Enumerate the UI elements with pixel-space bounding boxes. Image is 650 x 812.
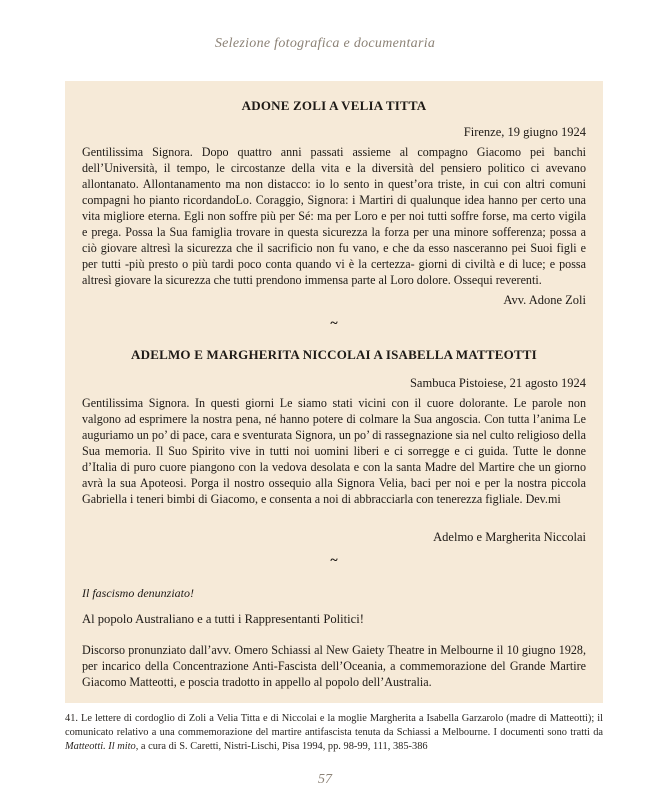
separator-1: ~ [330, 316, 338, 331]
letter2-body: Gentilissima Signora. In questi giorni Le siamo stati vicini con il cuore dolorante. Le parole non valgono ad esprimere la nostra pena, né hanno potere di colmare la Sua angoscia. Con tutta l’anima Le auguriamo un po’ di pace, cara e sventurata Signora, un po’ di rassegnazione sia nel culto religioso della Sua memoria. Il Suo Spirito vive in tutti noi uomini liberi e ci sorregge e ci guida. Tutte le donne d’Italia di puro cuore piangono con la vedova desolata e con la santa Madre del Martire che un giorno avrà la sua Apoteosi. Porga il nostro ossequio alla Signora Velia, baci per noi e per la nostra piccola Gabriella i teneri bimbi di Giacomo, e consenta a noi di abbracciarla con tenerezza figliale. Dev.mi [82, 396, 586, 506]
page-number: 57 [318, 772, 332, 787]
documents-panel [65, 81, 603, 703]
letter2-signature: Adelmo e Margherita Niccolai [433, 530, 586, 544]
letter2-title: ADELMO E MARGHERITA NICCOLAI A ISABELLA MATTEOTTI [131, 347, 537, 362]
running-head: Selezione fotografica e documentaria [214, 36, 436, 51]
letter1-body: Gentilissima Signora. Dopo quattro anni passati assieme al compagno Giacomo pei banchi dell’Università, il tempo, le circostanze della vita e la diversità del pensiero politico ci avevano allontanato. Allontanamento ma non distacco: io lo sento in quest’ora triste, in cui con altri comuni compagni ho pianto ricordandoLo. Coraggio, Signora: i Martiri di qualunque idea hanno per certo una vita migliore eterna. Egli non soffre più per Sé: ma per Loro e per noi tutti soffre forse, ma certo vigila e prega. Possa la Sua famiglia trovare in questa sicurezza la forza per una minore sofferenza; possa a ciò giovare altresì la sicurezza che il sacrificio non fu vano, e che da esso nasceranno pei Suoi figli e per tutti -più presto o più tardi poco conta quando vi è la certezza- giorni di civiltà e di luce; e possa altresì giovare la sicurezza che tutti prendono immensa parte al Loro dolore. Ossequi reverenti. [82, 145, 586, 287]
footnote-text-before: 41. Le lettere di cordoglio di Zoli a Velia Titta e di Niccolai e la moglie Margherita a Isabella Garzarolo (madre di Matteotti); il comunicato relativo a una commemorazione del martire antifascista tenuta da Schiassi a Melbourne. I documenti sono tratti da [65, 713, 603, 738]
footnote-text-after: , a cura di S. Caretti, Nistri-Lischi, Pisa 1994, pp. 98-99, 111, 385-386 [135, 741, 428, 752]
section3-address: Al popolo Australiano e a tutti i Rappresentanti Politici! [82, 612, 364, 626]
footnote [65, 712, 603, 754]
letter1-signature: Avv. Adone Zoli [503, 293, 586, 307]
footnote-italic-title: Matteotti. Il mito [65, 741, 136, 752]
letter1-dateline: Firenze, 19 giugno 1924 [463, 125, 586, 139]
letter2-dateline: Sambuca Pistoiese, 21 agosto 1924 [409, 376, 586, 390]
letter1-title: ADONE ZOLI A VELIA TITTA [241, 98, 427, 113]
section3-body: Discorso pronunziato dall’avv. Omero Schiassi al New Gaiety Theatre in Melbourne il 10 giugno 1928, per incarico della Concentrazione Anti-Fascista dell’Oceania, a commemorazione del Grande Martire Giacomo Matteotti, e poscia tradotto in appello al popolo dell’Australia. [82, 643, 586, 689]
separator-2: ~ [330, 553, 338, 568]
section3-heading: Il fascismo denunziato! [82, 586, 194, 600]
